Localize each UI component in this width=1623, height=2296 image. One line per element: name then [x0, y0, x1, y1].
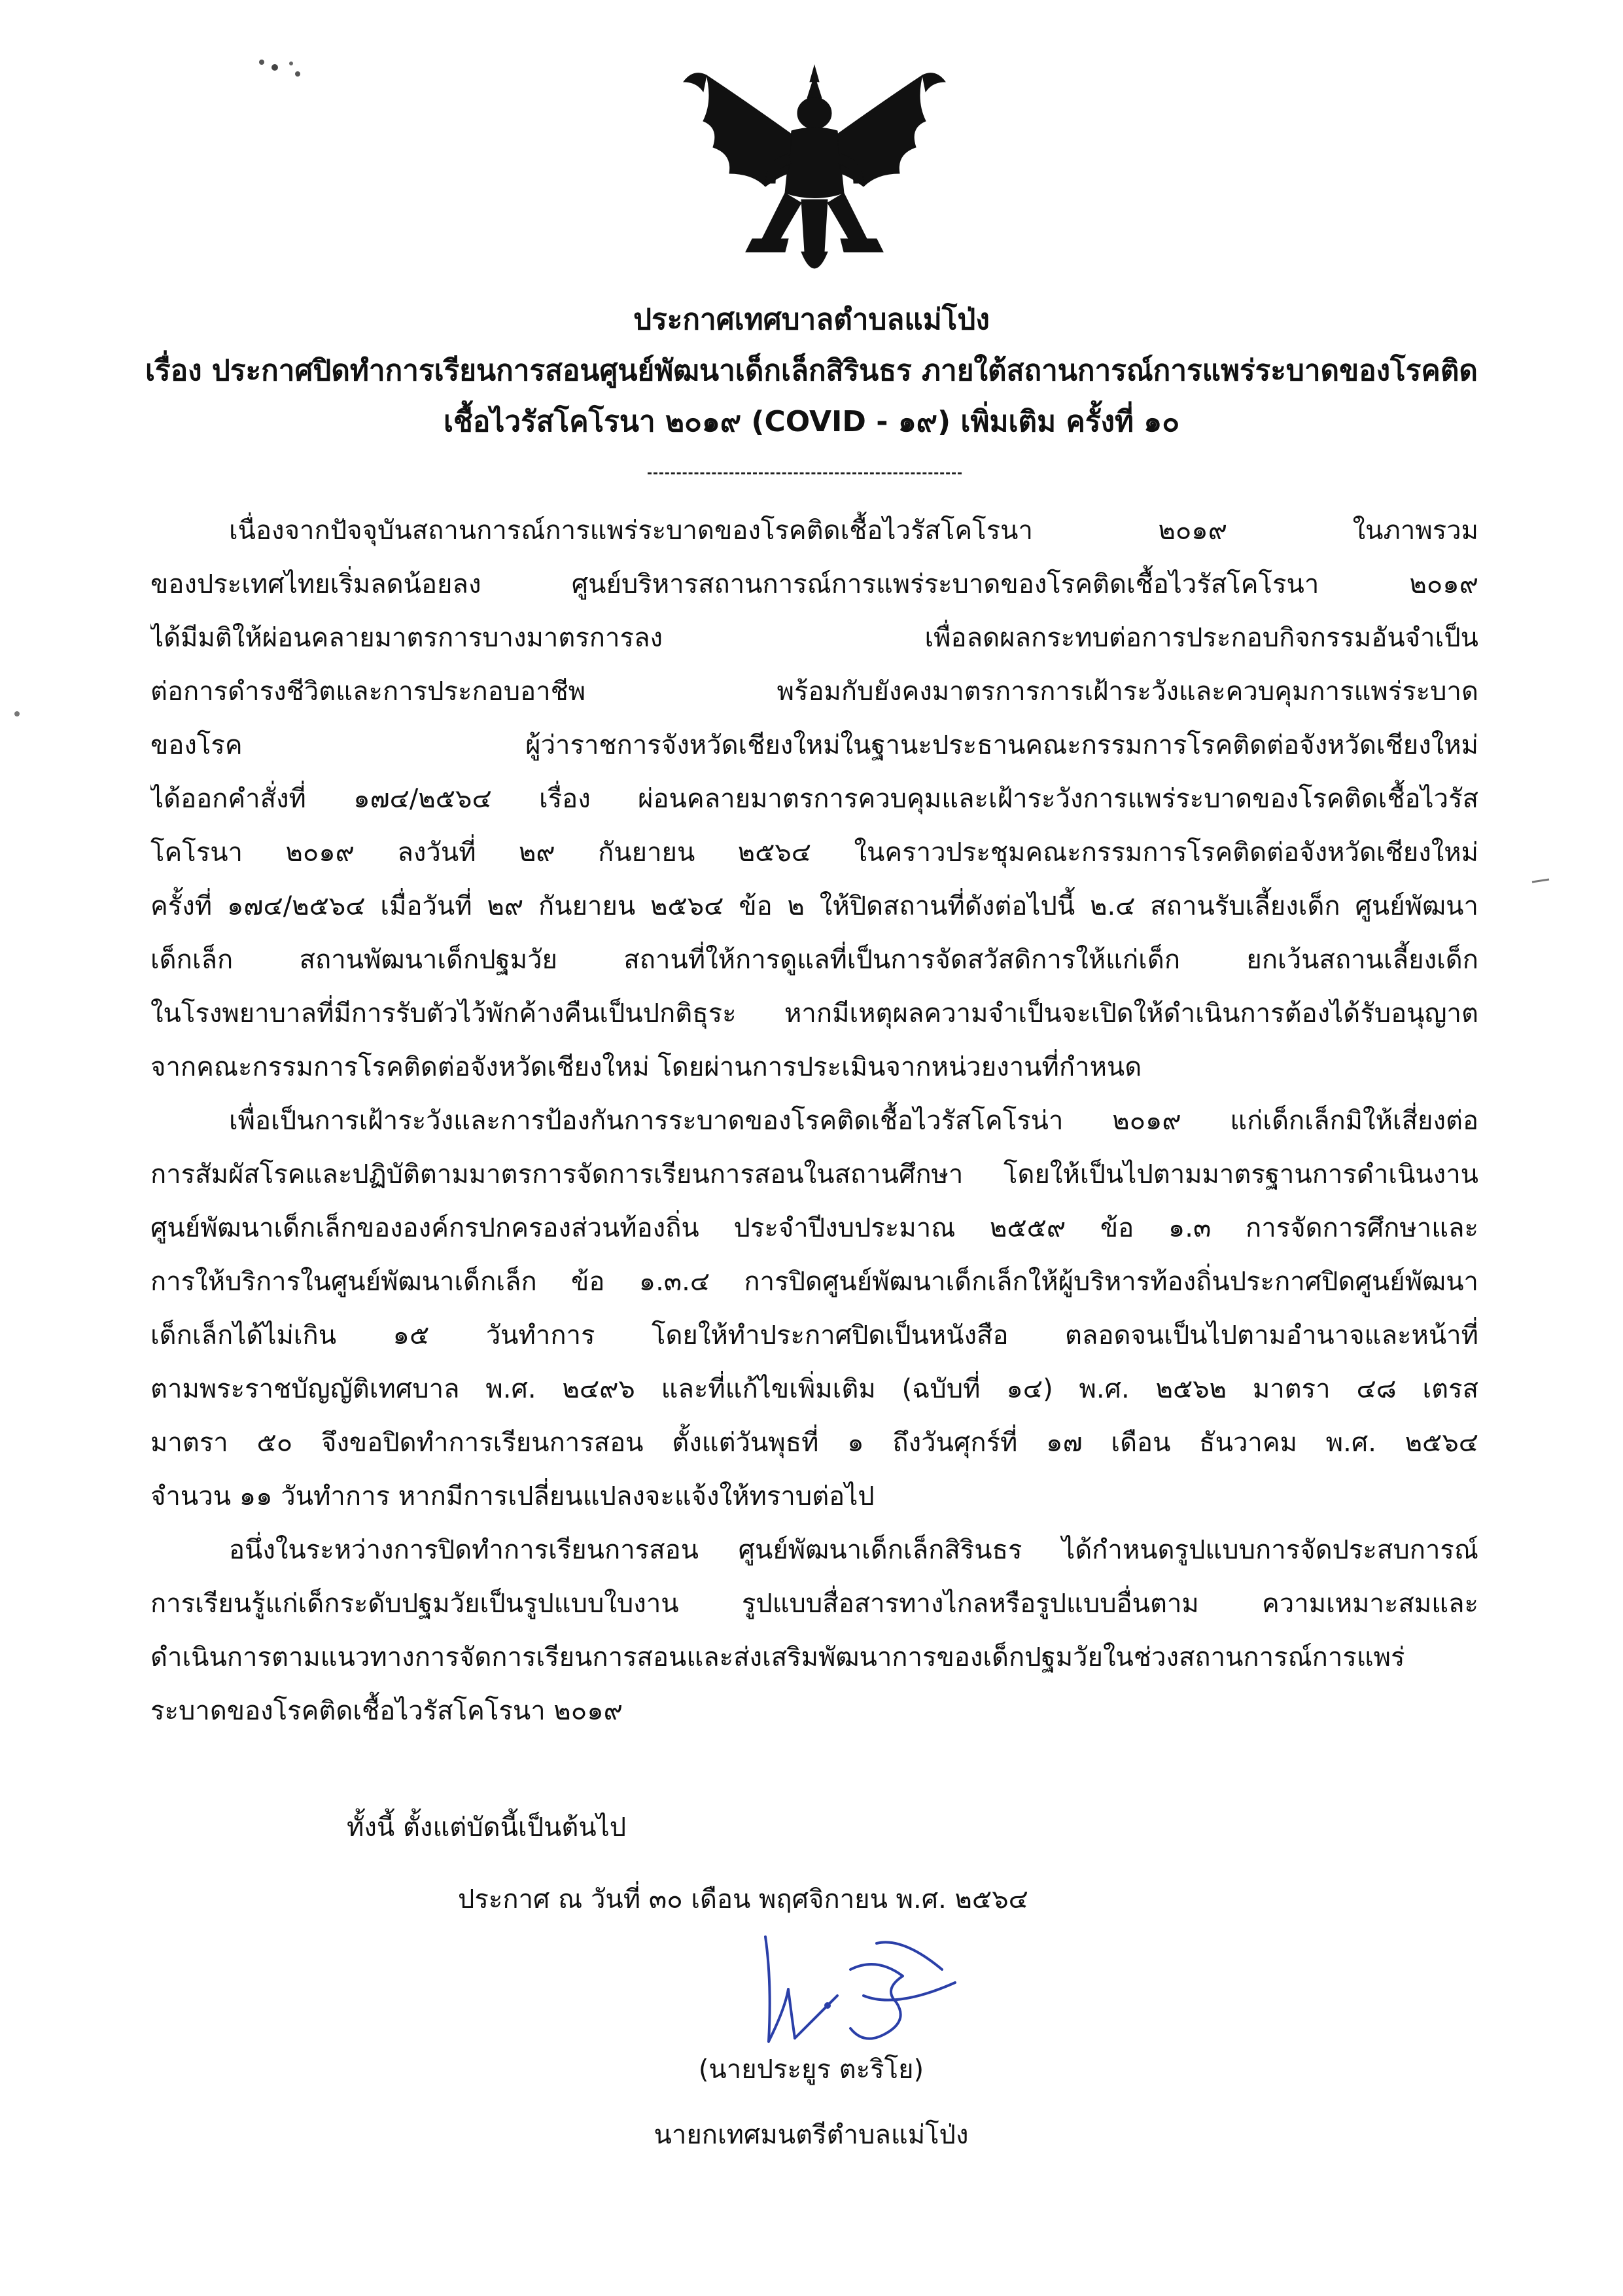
announcement-header: [118, 294, 1505, 448]
scan-speck: [255, 56, 307, 82]
text-line: ต่อการดำรงชีวิตและการประกอบอาชีพ พร้อมกับยังคงมาตรการการเฝ้าระวังและควบคุมการแพร่ระบาด: [150, 677, 1478, 707]
text-line: ในโรงพยาบาลที่มีการรับตัวไว้พักค้างคืนเป็นปกติธุระ หากมีเหตุผลความจำเป็นจะเปิดให้ดำเนินการต้องได้รับอนุญาต: [150, 998, 1478, 1029]
announcement-subject-line2: เชื้อไวรัสโคโรนา ๒๐๑๙ (COVID - ๑๙) เพิ่มเติม ครั้งที่ ๑๐: [443, 405, 1180, 438]
text-line: การสัมผัสโรคและปฏิบัติตามมาตรการจัดการเรียนการสอนในสถานศึกษา โดยให้เป็นไปตามมาตรฐานการดำเนินงาน: [150, 1159, 1478, 1190]
text-line: เนื่องจากปัจจุบันสถานการณ์การแพร่ระบาดของโรคติดเชื้อไวรัสโคโรนา ๒๐๑๙ ในภาพรวม: [229, 516, 1478, 546]
signer-name: (นายประยูร ตะริโย): [698, 2055, 924, 2085]
text-line: จากคณะกรรมการโรคติดต่อจังหวัดเชียงใหม่ โดยผ่านการประเมินจากหน่วยงานที่กำหนด: [150, 1052, 1142, 1082]
text-line: ของประเทศไทยเริ่มลดน้อยลง ศูนย์บริหารสถานการณ์การแพร่ระบาดของโรคติดเชื้อไวรัสโคโรนา ๒๐๑๙: [150, 569, 1478, 599]
text-line: เด็กเล็กได้ไม่เกิน ๑๕ วันทำการ โดยให้ทำประกาศปิดเป็นหนังสือ ตลอดจนเป็นไปตามอำนาจและหน้าที่: [150, 1320, 1478, 1351]
text-line: เพื่อเป็นการเฝ้าระวังและการป้องกันการระบาดของโรคติดเชื้อไวรัสโคโรน่า ๒๐๑๙ แก่เด็กเล็กมิให้เสี่ยงต่อ: [229, 1106, 1478, 1136]
scan-speck: [1531, 877, 1550, 885]
header-separator: [648, 472, 962, 474]
text-line: ได้ออกคำสั่งที่ ๑๗๔/๒๕๖๔ เรื่อง ผ่อนคลายมาตรการควบคุมและเฝ้าระวังการแพร่ระบาดของโรคติดเชื้อไวรัส: [150, 784, 1478, 814]
handwritten-signature-icon: [746, 1930, 962, 2048]
text-line: โคโรนา ๒๐๑๙ ลงวันที่ ๒๙ กันยายน ๒๕๖๔ ในคราวประชุมคณะกรรมการโรคติดต่อจังหวัดเชียงใหม่: [150, 838, 1478, 868]
text-line: ตามพระราชบัญญัติเทศบาล พ.ศ. ๒๔๙๖ และที่แก้ไขเพิ่มเติม (ฉบับที่ ๑๔) พ.ศ. ๒๕๖๒ มาตรา ๔๘ เตรส: [150, 1374, 1478, 1404]
announcement-subject-line1: เรื่อง ประกาศปิดทำการเรียนการสอนศูนย์พัฒนาเด็กเล็กสิรินธร ภายใต้สถานการณ์การแพร่ระบาดของโรคติด: [145, 354, 1478, 387]
announcement-body: [150, 504, 1478, 1738]
text-line: ศูนย์พัฒนาเด็กเล็กขององค์กรปกครองส่วนท้องถิ่น ประจำปีงบประมาณ ๒๕๕๙ ข้อ ๑.๓ การจัดการศึกษาและ: [150, 1213, 1478, 1243]
text-line: มาตรา ๕๐ จึงขอปิดทำการเรียนการสอน ตั้งแต่วันพุธที่ ๑ ถึงวันศุกร์ที่ ๑๗ เดือน ธันวาคม พ.ศ. ๒๕๖๔: [150, 1428, 1478, 1458]
paragraph-2: [150, 1094, 1478, 1523]
text-line: การให้บริการในศูนย์พัฒนาเด็กเล็ก ข้อ ๑.๓.๔ การปิดศูนย์พัฒนาเด็กเล็กให้ผู้บริหารท้องถิ่นประกาศปิดศูนย์พัฒนา: [150, 1267, 1478, 1297]
signer-position: นายกเทศมนตรีตำบลแม่โป่ง: [654, 2120, 969, 2150]
text-line: ระบาดของโรคติดเชื้อไวรัสโคโรนา ๒๐๑๙: [150, 1696, 623, 1726]
text-line: ดำเนินการตามแนวทางการจัดการเรียนการสอนและส่งเสริมพัฒนาการของเด็กปฐมวัยในช่วงสถานการณ์การแพร่: [150, 1642, 1405, 1672]
text-line: การเรียนรู้แก่เด็กระดับปฐมวัยเป็นรูปแบบใบงาน รูปแบบสื่อสารทางไกลหรือรูปแบบอื่นตาม ความเหมาะสมและ: [150, 1589, 1478, 1619]
scan-speck: [13, 710, 21, 718]
paragraph-1: [150, 504, 1478, 1094]
text-line: จำนวน ๑๑ วันทำการ หากมีการเปลี่ยนแปลงจะแจ้งให้ทราบต่อไป: [150, 1481, 875, 1511]
paragraph-3: [150, 1523, 1478, 1738]
closing-statement: ทั้งนี้ ตั้งแต่บัดนี้เป็นต้นไป: [347, 1812, 627, 1843]
text-line: เด็กเล็ก สถานพัฒนาเด็กปฐมวัย สถานที่ให้การดูแลที่เป็นการจัดสวัสดิการให้แก่เด็ก ยกเว้นสถานเลี้ยงเด็ก: [150, 945, 1478, 975]
announcement-date: ประกาศ ณ วันที่ ๓๐ เดือน พฤศจิกายน พ.ศ. ๒๕๖๔: [458, 1884, 1028, 1915]
text-line: ครั้งที่ ๑๗๔/๒๕๖๔ เมื่อวันที่ ๒๙ กันยายน ๒๕๖๔ ข้อ ๒ ให้ปิดสถานที่ดังต่อไปนี้ ๒.๔ สถานรับเลี้ยงเด็ก ศูนย์พัฒนา: [150, 891, 1478, 921]
garuda-emblem-icon: [667, 62, 962, 285]
text-line: ของโรค ผู้ว่าราชการจังหวัดเชียงใหม่ในฐานะประธานคณะกรรมการโรคติดต่อจังหวัดเชียงใหม่: [150, 730, 1478, 760]
text-line: ได้มีมติให้ผ่อนคลายมาตรการบางมาตรการลง เพื่อลดผลกระทบต่อการประกอบกิจกรรมอันจำเป็น: [150, 623, 1478, 653]
text-line: อนึ่งในระหว่างการปิดทำการเรียนการสอน ศูนย์พัฒนาเด็กเล็กสิรินธร ได้กำหนดรูปแบบการจัดประสบการณ์: [229, 1535, 1478, 1565]
announcement-title: ประกาศเทศบาลตำบลแม่โป่ง: [633, 303, 990, 336]
